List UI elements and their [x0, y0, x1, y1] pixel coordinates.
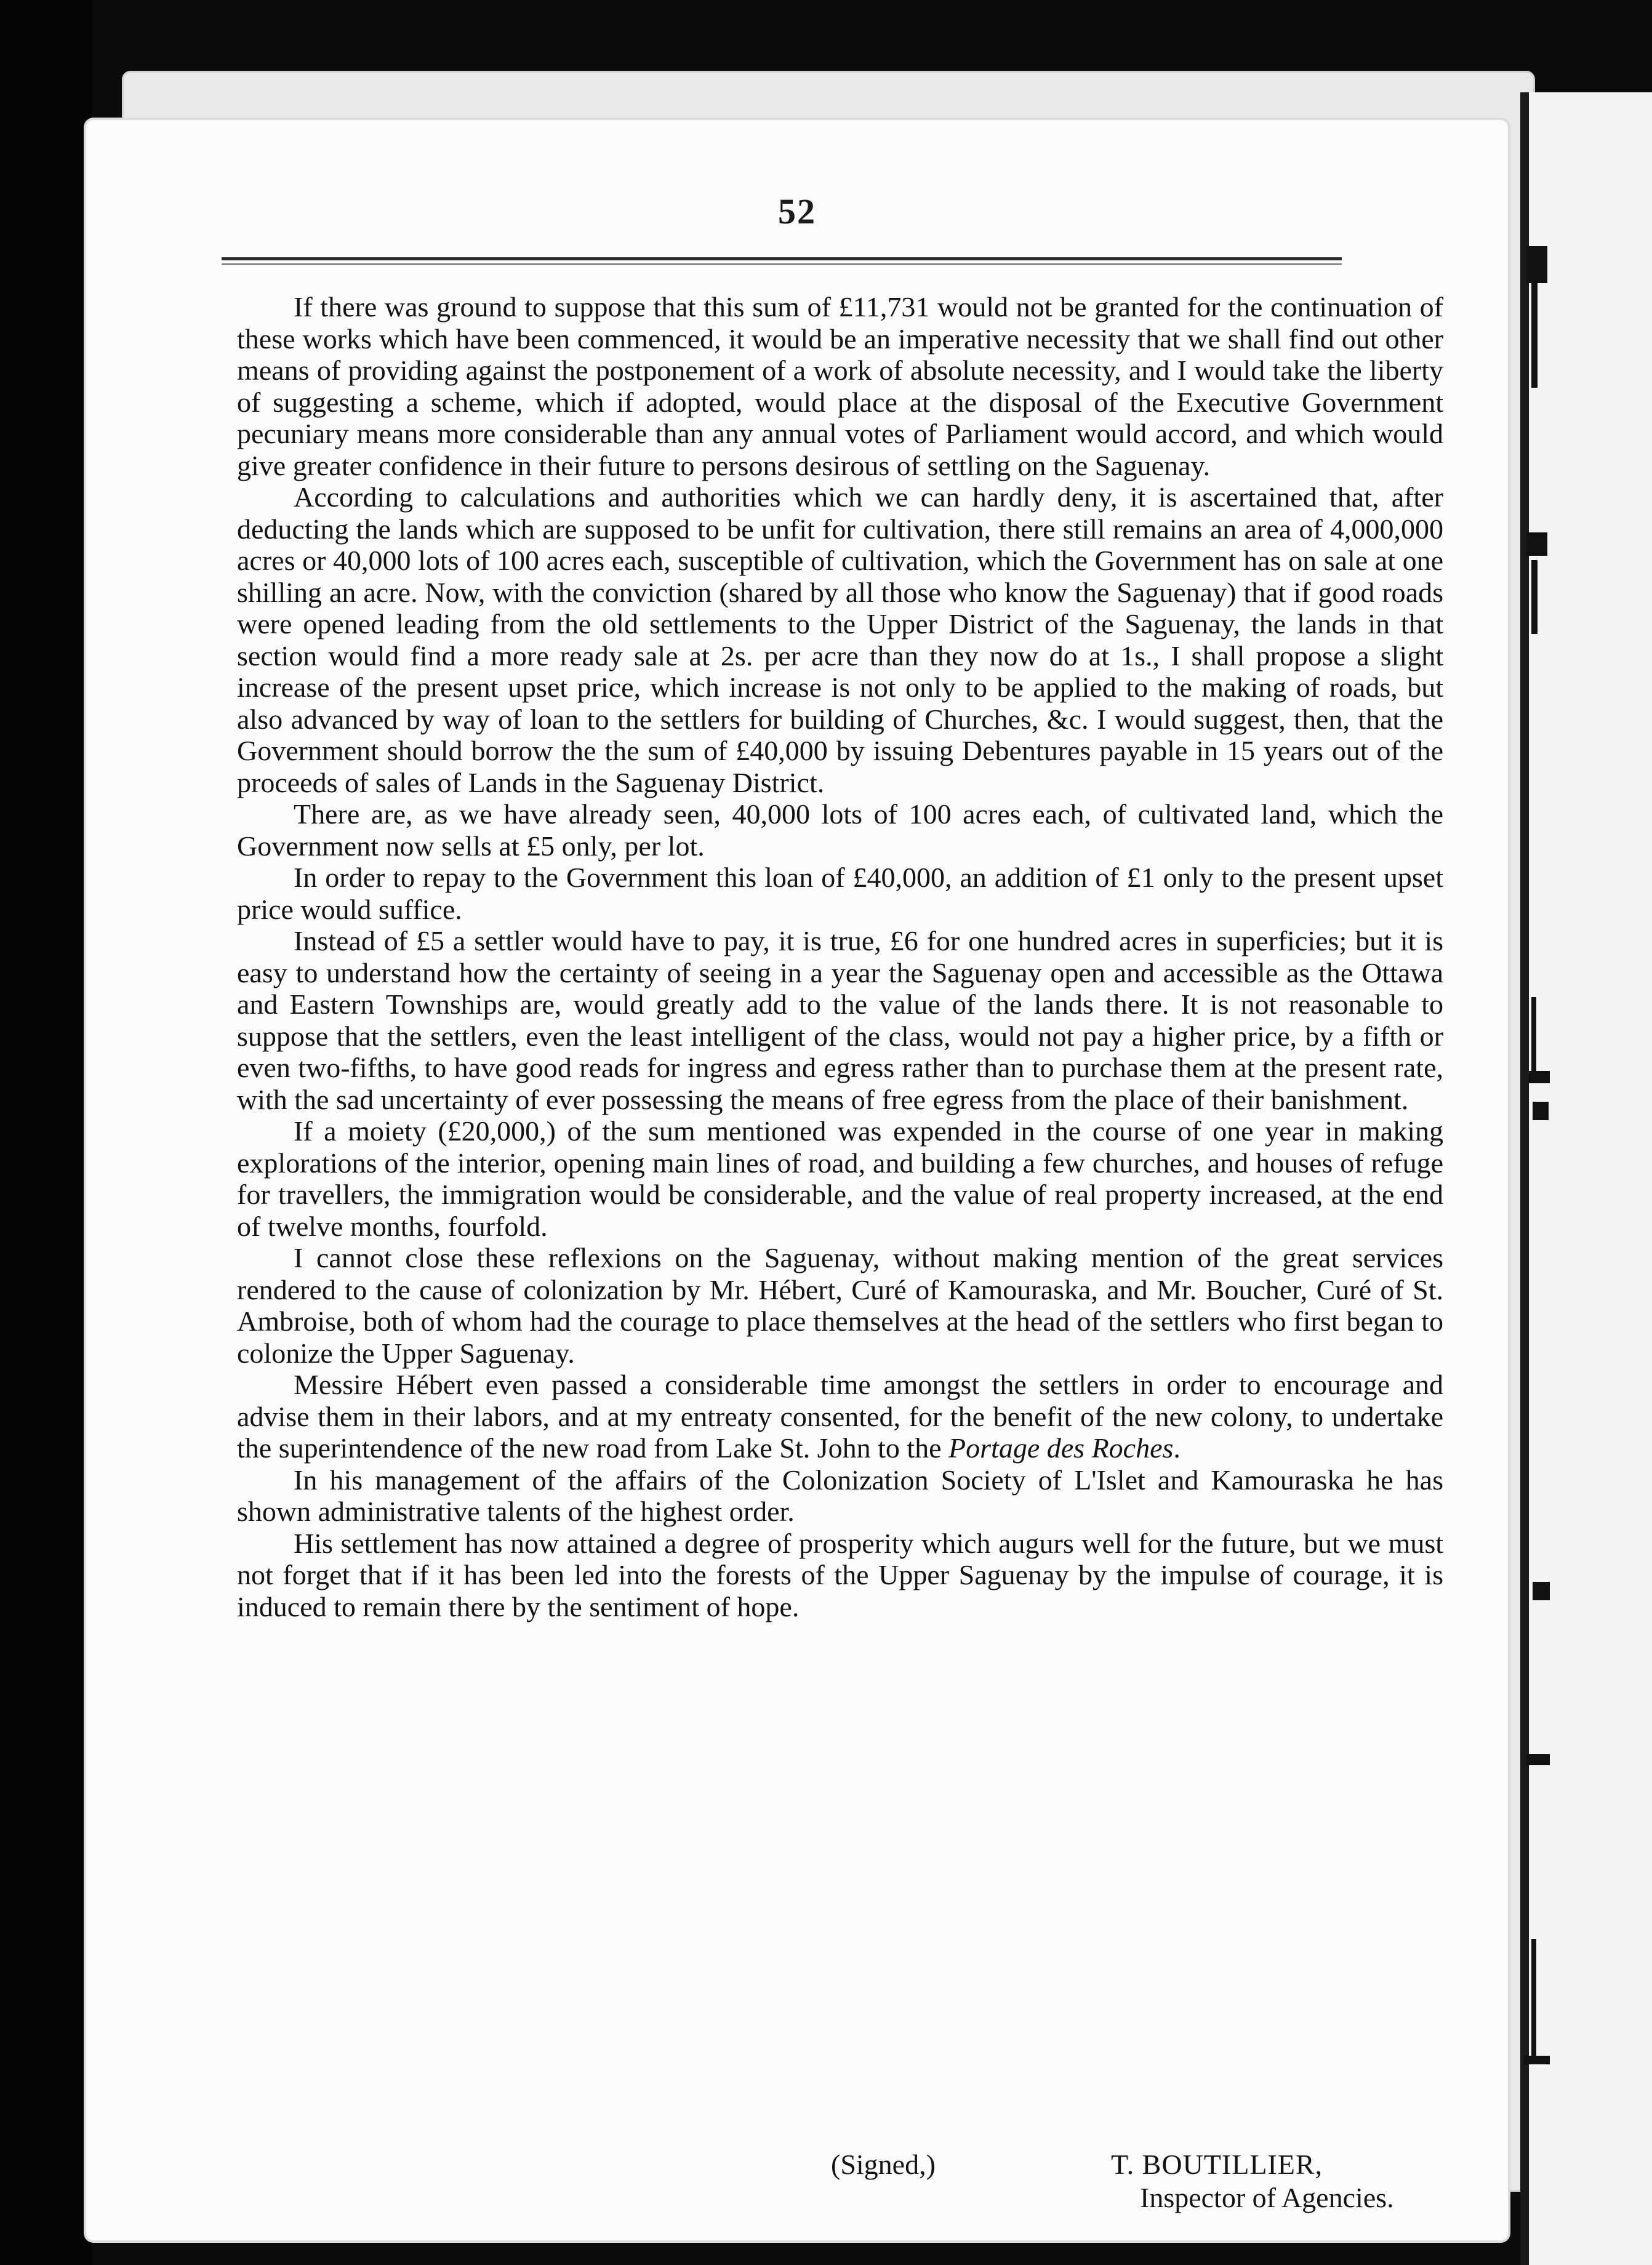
paragraph: There are, as we have already seen, 40,000 lots of 100 acres each, of cultivated land, which the Government now sells at £5 only, per lot.: [237, 798, 1443, 862]
paragraph-with-place: [237, 1369, 1443, 1464]
paragraph: If a moiety (£20,000,) of the sum mentioned was expended in the course of one year in making explorations of the interior, opening main lines of road, and building a few churches, and houses of refuge for travellers, the immigration would be considerable, and the value of real property increased, at the end of twelve months, fourfold.: [237, 1115, 1443, 1242]
adjacent-page-strip: [1520, 92, 1652, 2265]
paragraph-text: Messire Hébert even passed a considerable time amongst the settlers in order to encourage and advise them in their labors, and at my entreaty consented, for the benefit of the new colony, to undertake the superintendence of the new road from Lake St. John to the: [237, 1369, 1443, 1464]
signature-block: [831, 2148, 1459, 2222]
header-rule-thin: [222, 263, 1342, 265]
punctuation: .: [1173, 1432, 1181, 1464]
margin-mark: [1526, 1754, 1550, 1765]
margin-mark: [1531, 560, 1538, 634]
paragraph: If there was ground to suppose that this sum of £11,731 would not be granted for the continuation of these works which have been commenced, it would be an imperative necessity that we shall find out other means of providing against the postponement of a work of absolute necessity, and I would take the liberty of suggesting a scheme, which if adopted, would place at the disposal of the Executive Government pecuniary means more considerable than any annual votes of Parliament would accord, and which would give greater confidence in their future to persons desirous of settling on the Saguenay.: [237, 291, 1443, 481]
margin-mark: [1531, 997, 1536, 1071]
signatory-title: Inspector of Agencies.: [1140, 2182, 1394, 2213]
header-rule: [222, 257, 1342, 260]
margin-mark: [1526, 532, 1547, 556]
body-text: [237, 291, 1443, 1622]
paragraph: In order to repay to the Government this loan of £40,000, an addition of £1 only to the present upset price would suffice.: [237, 862, 1443, 925]
margin-mark: [1524, 2056, 1550, 2064]
binding-edge: [1520, 92, 1529, 2265]
paragraph: In his management of the affairs of the Colonization Society of L'Islet and Kamouraska he has shown administrative talents of the highest order.: [237, 1464, 1443, 1527]
paragraph: According to calculations and authorities which we can hardly deny, it is ascertained that, after deducting the lands which are supposed to be unfit for cultivation, there still remains an area of 4,000,000 acres or 40,000 lots of 100 acres each, susceptible of cultivation, which the Government has on sale at one shilling an acre. Now, with the conviction (shared by all those who know the Saguenay) that if good roads were opened leading from the old settlements to the Upper District of the Saguenay, the lands in that section would find a more ready sale at 2s. per acre than they now do at 1s., I shall propose a slight increase of the present upset price, which increase is not only to be applied to the making of roads, but also advanced by way of loan to the settlers for building of Churches, &c. I would suggest, then, that the Government should borrow the the sum of £40,000 by issuing Debentures payable in 15 years out of the proceeds of sales of Lands in the Saguenay District.: [237, 481, 1443, 798]
paragraph: I cannot close these reflexions on the Saguenay, without making mention of the great services rendered to the cause of colonization by Mr. Hébert, Curé of Kamouraska, and Mr. Boucher, Curé of St. Ambroise, both of whom had the courage to place themselves at the head of the settlers who first began to colonize the Upper Saguenay.: [237, 1242, 1443, 1369]
margin-mark: [1533, 1582, 1550, 1600]
signatory-name: T. BOUTILLIER,: [1111, 2149, 1323, 2180]
paragraph: His settlement has now attained a degree of prosperity which augurs well for the future, but we must not forget that if it has been led into the forests of the Upper Saguenay by the impulse of courage, it is induced to remain there by the sentiment of hope.: [237, 1527, 1443, 1622]
margin-mark: [1529, 1071, 1550, 1083]
margin-mark: [1531, 277, 1538, 388]
place-name: Portage des Roches: [948, 1432, 1174, 1464]
page-number: 52: [778, 191, 816, 231]
paragraph: Instead of £5 a settler would have to pay, it is true, £6 for one hundred acres in superficies; but it is easy to understand how the certainty of seeing in a year the Saguenay open and accessible as the Ottawa and Eastern Townships are, would greatly add to the value of the lands there. It is not reasonable to suppose that the settlers, even the least intelligent of the class, would not pay a higher price, by a fifth or even two-fifths, to have good reads for ingress and egress rather than to purchase them at the present rate, with the sad uncertainty of ever possessing the means of free egress from the place of their banishment.: [237, 925, 1443, 1115]
margin-mark: [1533, 1102, 1549, 1120]
document-page: [86, 120, 1508, 2240]
margin-mark: [1531, 1939, 1536, 2062]
scan-background: [0, 0, 92, 2265]
signed-label: (Signed,): [831, 2149, 936, 2180]
